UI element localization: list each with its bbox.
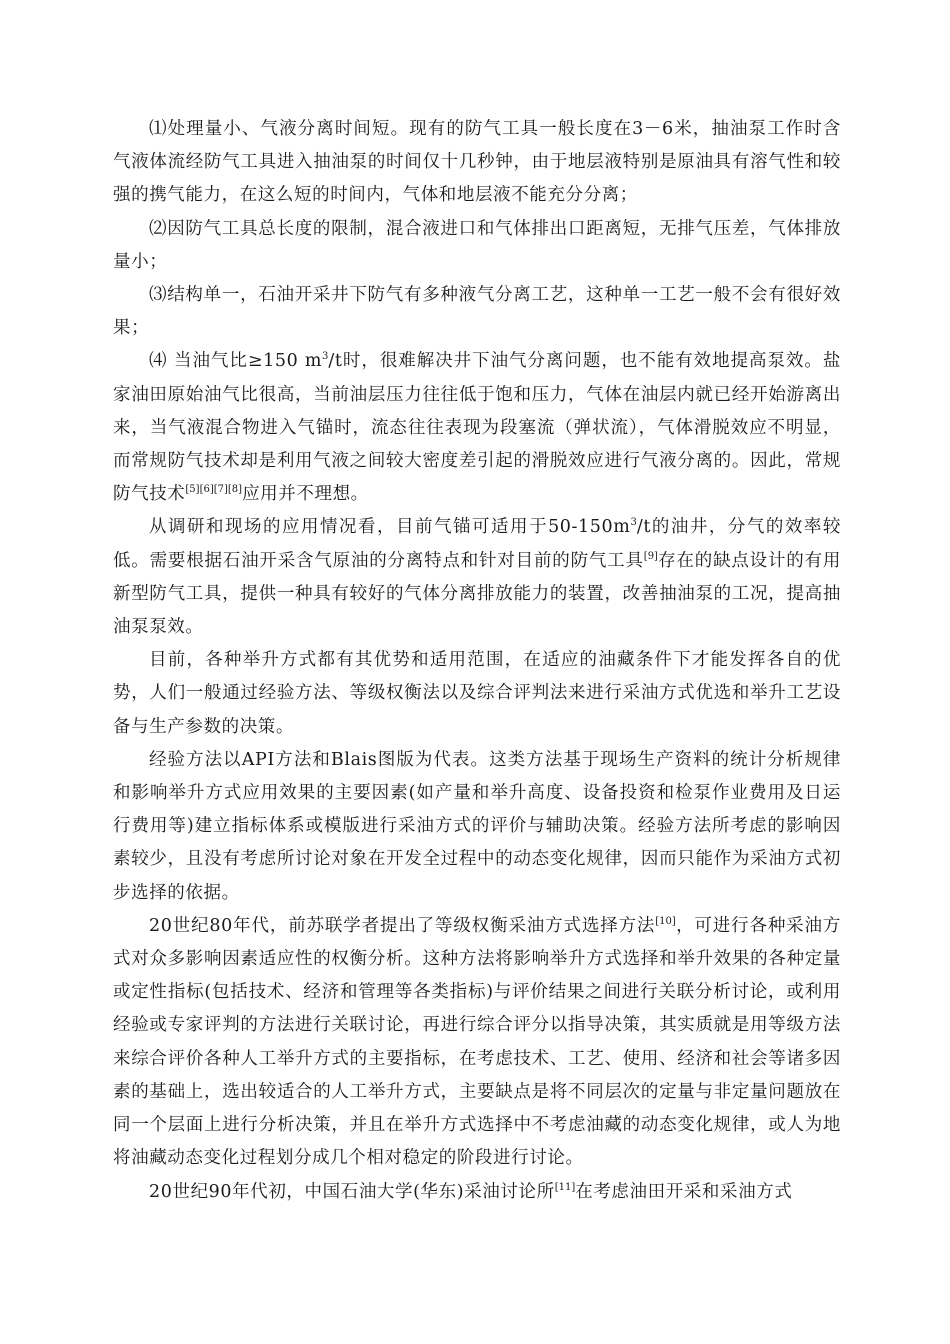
citation-superscript: [9] (643, 550, 658, 562)
paragraph-text: 20世纪90年代初，中国石油大学(华东)采油讨论所 (149, 1181, 555, 1202)
paragraph-text: 20世纪80年代，前苏联学者提出了等级权衡采油方式选择方法 (149, 915, 656, 936)
paragraph-text: 应用并不理想。 (242, 484, 369, 505)
paragraph (113, 279, 841, 345)
paragraph (113, 345, 841, 511)
paragraph-text: 存在的缺点设计的有用新型防气工具，提供一种具有较好的气体分离排放能力的装置，改善抽油泵的工况，提高抽油泵泵效。 (113, 550, 841, 638)
paragraph-text: 从调研和现场的应用情况看，目前气锚可适用于50-150m (149, 517, 631, 538)
paragraph (113, 1176, 841, 1209)
paragraph (113, 213, 841, 279)
citation-superscript: 3 (630, 517, 637, 529)
paragraph-text: 在考虑油田开采和采油方式 (575, 1181, 793, 1202)
paragraph-text: ⑶结构单一，石油开采井下防气有多种液气分离工艺，这种单一工艺一般不会有很好效果； (113, 285, 841, 339)
citation-superscript: [10] (655, 916, 676, 928)
paragraph-text: ⑴处理量小、气液分离时间短。现有的防气工具一般长度在3－6米，抽油泵工作时含气液体流经防气工具进入抽油泵的时间仅十几秒钟，由于地层液特别是原油具有溶气性和较强的携气能力，在这么短的时间内，气体和地层液不能充分分离； (113, 119, 841, 206)
paragraph-text: ⑷ 当油气比≥150 m (149, 351, 323, 372)
paragraph-text: /t时，很难解决井下油气分离问题，也不能有效地提高泵效。盐家油田原始油气比很高，当前油层压力往往低于饱和压力，气体在油层内就已经开始游离出来，当气液混合物进入气锚时，流态往往表现为段塞流（弹状流），气体滑脱效应不明显，而常规防气技术却是利用气液之间较大密度差引起的滑脱效应进行气液分离的。因此，常规防气技术 (113, 351, 841, 505)
paragraph (113, 511, 841, 644)
paragraph-text: ⑵因防气工具总长度的限制，混合液进口和气体排出口距离短，无排气压差，气体排放量小； (113, 218, 841, 272)
paragraph-text: 目前，各种举升方式都有其优势和适用范围，在适应的油藏条件下才能发挥各自的优势，人们一般通过经验方法、等级权衡法以及综合评判法来进行采油方式优选和举升工艺设备与生产参数的决策。 (113, 650, 841, 737)
paragraph (113, 910, 841, 1176)
citation-superscript: [11] (554, 1181, 576, 1193)
paragraph (113, 644, 841, 744)
citation-superscript: [5][6][7][8] (185, 484, 243, 496)
paragraph (113, 113, 841, 213)
citation-superscript: 3 (322, 351, 329, 363)
paragraph (113, 744, 841, 910)
body-text (113, 113, 841, 1209)
paragraph-text: /t的油井，分气的效率较低。需要根据石油开采含气原油的分离特点和针对目前的防气工具 (113, 517, 841, 571)
paragraph-text: 经验方法以API方法和Blais图版为代表。这类方法基于现场生产资料的统计分析规律和影响举升方式应用效果的主要因素(如产量和举升高度、设备投资和检泵作业费用及日运行费用等)建立指标体系或模版进行采油方式的评价与辅助决策。经验方法所考虑的影响因素较少，且没有考虑所讨论对象在开发全过程中的动态变化规律，因而只能作为采油方式初步选择的依据。 (113, 749, 841, 903)
paragraph-text: ，可进行各种采油方式对众多影响因素适应性的权衡分析。这种方法将影响举升方式选择和举升效果的各种定量或定性指标(包括技术、经济和管理等各类指标)与评价结果之间进行关联分析讨论，或利用经验或专家评判的方法进行关联讨论，再进行综合评分以指导决策，其实质就是用等级方法来综合评价各种人工举升方式的主要指标，在考虑技术、工艺、使用、经济和社会等诸多因素的基础上，选出较适合的人工举升方式，主要缺点是将不同层次的定量与非定量问题放在同一个层面上进行分析决策，并且在举升方式选择中不考虑油藏的动态变化规律，或人为地将油藏动态变化过程划分成几个相对稳定的阶段进行讨论。 (113, 915, 841, 1169)
